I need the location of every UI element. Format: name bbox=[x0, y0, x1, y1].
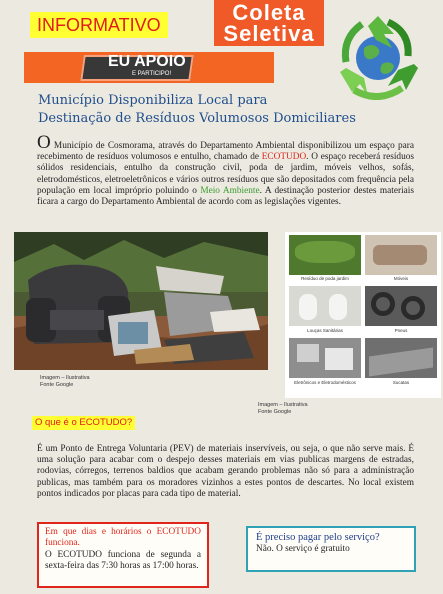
label-tires: Pneus bbox=[394, 328, 408, 333]
tires-photo bbox=[365, 286, 437, 326]
payment-box bbox=[246, 526, 416, 572]
coleta-seletiva-logo bbox=[214, 0, 324, 46]
label-furniture: Móveis bbox=[393, 276, 409, 281]
banner-main-text: EU APOIO bbox=[108, 53, 186, 70]
schedule-box bbox=[37, 522, 209, 588]
waste-types-collage bbox=[285, 232, 441, 398]
photo1-caption bbox=[40, 375, 110, 389]
question-heading: O que é o ECOTUDO? bbox=[32, 416, 135, 430]
eu-apoio-banner bbox=[24, 52, 274, 83]
informativo-label: INFORMATIVO bbox=[30, 12, 168, 38]
label-scrap: Sucatas bbox=[392, 380, 410, 385]
photo2-caption bbox=[258, 402, 338, 416]
photo1-caption-line2: Fonte Google bbox=[40, 382, 74, 388]
seletiva-line: Seletiva bbox=[223, 21, 315, 46]
intro-paragraph bbox=[37, 132, 414, 208]
coleta-line: Coleta bbox=[232, 0, 306, 25]
payment-heading: É preciso pagar pelo serviço? bbox=[256, 532, 380, 543]
intro-text-c: . A destinação posterior destes materiais ficara a cargo do Departamento Ambiental de acordo com as legislações vigentes. bbox=[37, 185, 414, 208]
scrap-photo bbox=[365, 338, 437, 378]
schedule-heading: Em que dias e horários o ECOTUDO funciona. bbox=[45, 527, 201, 549]
photo1-caption-line1: Imagem – Ilustrativa bbox=[40, 375, 90, 381]
toilets-photo bbox=[289, 286, 361, 326]
schedule-text: O ECOTUDO funciona de segunda a sexta-feira das 7:30 horas as 17:00 horas. bbox=[45, 549, 201, 571]
meio-ambiente-highlight: Meio Ambiente bbox=[200, 185, 260, 196]
label-toilets: Louças Sanitárias bbox=[307, 328, 343, 333]
headline-line-2: Destinação de Resíduos Volumosos Domiciliares bbox=[38, 111, 356, 126]
yard-waste-photo bbox=[289, 235, 361, 275]
banner-sub-text: E PARTICIPO! bbox=[132, 71, 172, 77]
answer-paragraph: É um Ponto de Entrega Voluntaria (PEV) de materiais inservíveis, ou seja, o que não serve mais. É uma solução para acabar com o despejo desses materiais em vias publicas margens de estradas, rodovias, córregos, terrenos baldios que acabam gerando problemas não só para a administração publicas, mas também para os moradores vizinhos a estes pontos de descartes. No local existem pontos indicados por placas para cada tipo de material. bbox=[37, 444, 414, 499]
furniture-photo bbox=[365, 235, 437, 275]
headline-line-1: Município Disponibiliza Local para bbox=[38, 93, 268, 108]
payment-text: Não. O serviço é gratuito bbox=[256, 544, 350, 554]
dropcap: O bbox=[37, 132, 51, 153]
headline bbox=[38, 92, 398, 128]
label-electronics: Eletrônicos e Eletrodomésticos bbox=[294, 380, 356, 385]
recycle-globe-icon bbox=[332, 12, 424, 100]
discarded-waste-photo bbox=[14, 232, 268, 370]
intro-text-a: Município de Cosmorama, através do Departamento Ambiental disponibilizou um espaço para recebimento de resíduos volumosos e entulho, chamado de bbox=[37, 141, 414, 163]
intro-text-b: . O espaço receberá resíduos sólidos residenciais, entulho da construção civil, poda de jardim, móveis velhos, sofás, eletrodomésticos, eletroeletrônicos e vários outros resíduos que são depositados com frequência pela população em local impróprio poluindo o bbox=[37, 152, 414, 196]
electronics-photo bbox=[289, 338, 361, 378]
photo2-caption-line1: Imagem – Ilustrativa bbox=[258, 402, 308, 408]
photo2-caption-line2: Fonte Google bbox=[258, 409, 292, 415]
ecotudo-highlight: ECOTUDO bbox=[261, 152, 307, 163]
label-yard-waste: Resíduo de poda jardim bbox=[301, 276, 349, 281]
